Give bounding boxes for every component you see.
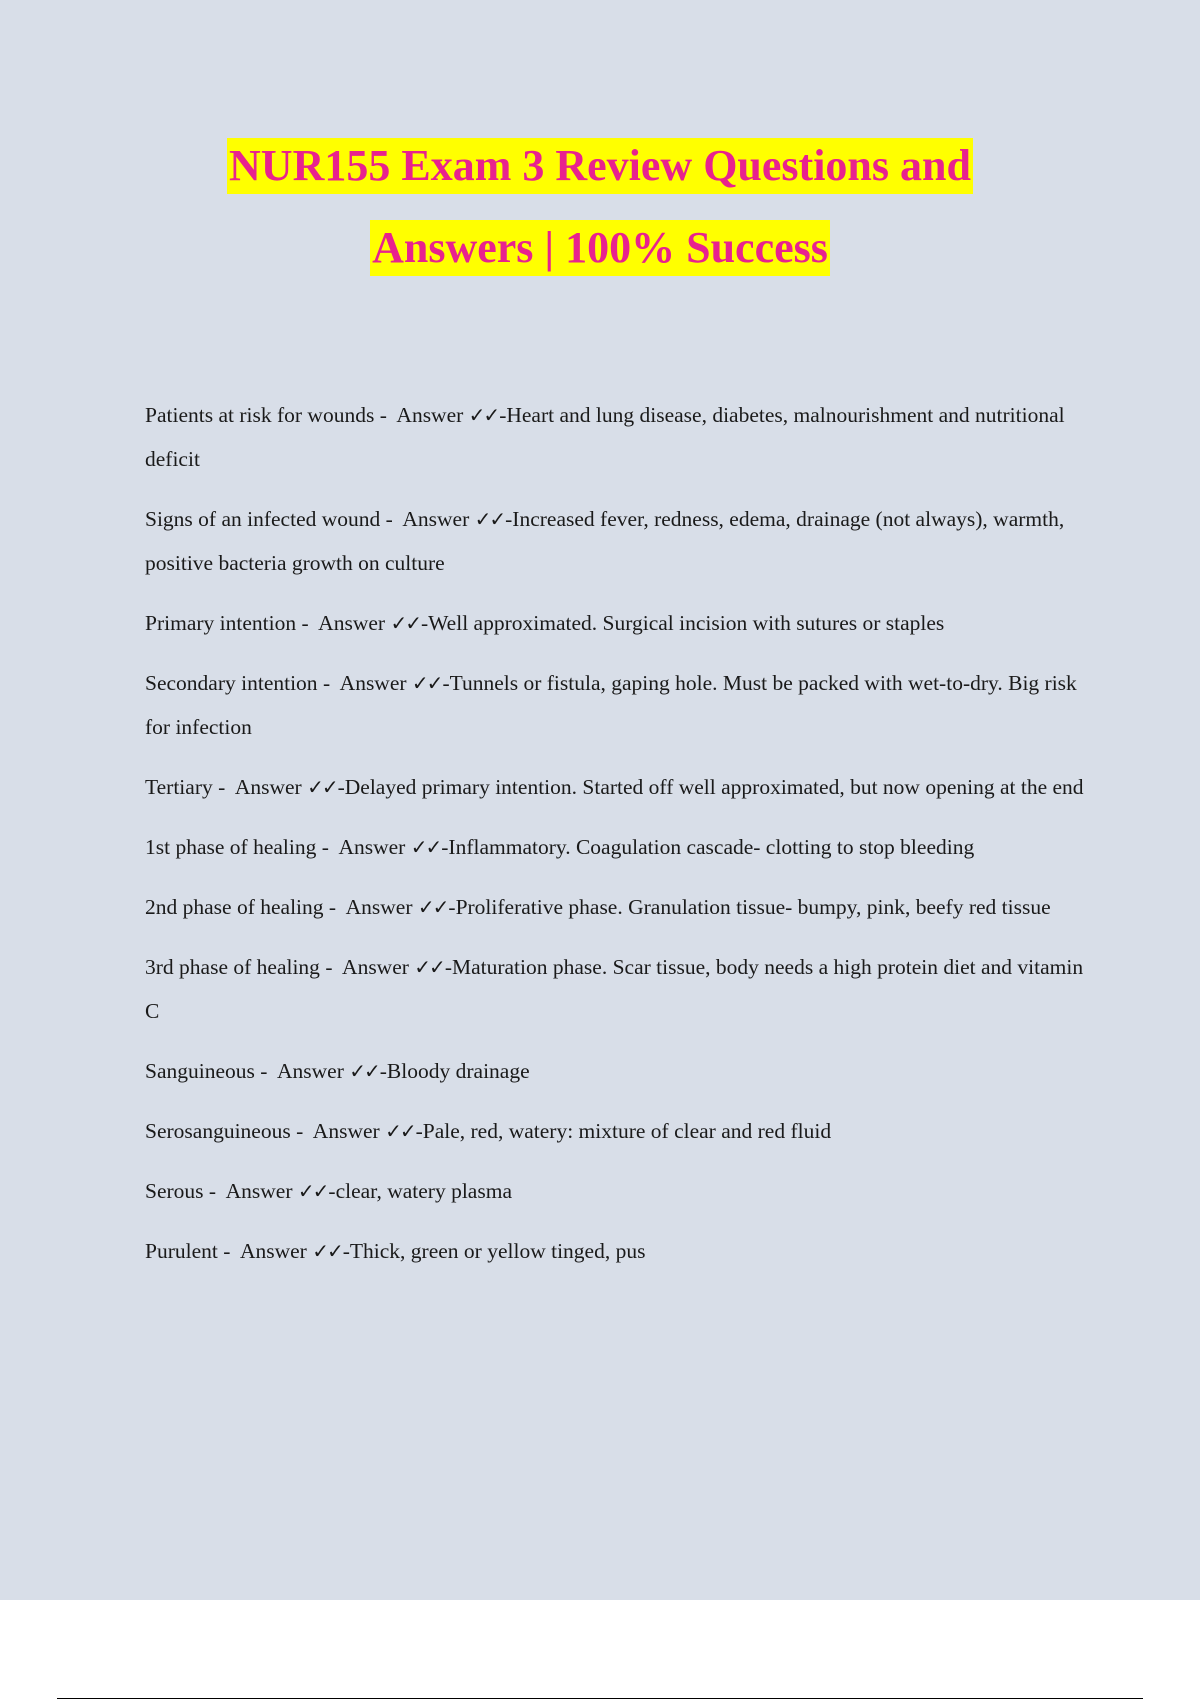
answer-prefix: - Answer: [374, 403, 469, 427]
check-mark-icon: ✓✓: [468, 403, 499, 427]
question-text: Secondary intention: [145, 671, 318, 695]
qa-item: [145, 497, 1090, 585]
qa-list: [145, 393, 1090, 1289]
check-mark-icon: ✓✓: [297, 1179, 328, 1203]
qa-item: [145, 765, 1090, 809]
qa-item: [145, 1169, 1090, 1213]
check-mark-icon: ✓✓: [414, 955, 444, 979]
qa-item: [145, 661, 1090, 749]
answer-prefix: - Answer: [217, 1239, 313, 1263]
answer-text: -Maturation phase. Scar tissue, body needs a high protein diet and vitamin C: [145, 955, 1084, 1023]
title-line-1: NUR155 Exam 3 Review Questions and: [227, 138, 973, 194]
question-text: Serous: [145, 1179, 204, 1203]
check-mark-icon: ✓✓: [385, 1119, 415, 1143]
answer-prefix: - Answer: [212, 775, 308, 799]
qa-item: [145, 825, 1090, 869]
check-mark-icon: ✓✓: [307, 775, 337, 799]
qa-item: [145, 393, 1090, 481]
answer-prefix: - Answer: [380, 507, 475, 531]
question-text: Purulent: [145, 1239, 218, 1263]
qa-item: [145, 1229, 1090, 1273]
check-mark-icon: ✓✓: [417, 895, 448, 919]
title-line-2: Answers | 100% Success: [370, 220, 830, 276]
question-text: Patients at risk for wounds: [145, 403, 375, 427]
check-mark-icon: ✓✓: [411, 671, 442, 695]
question-text: Primary intention: [145, 611, 297, 635]
qa-item: [145, 885, 1090, 929]
question-text: 2nd phase of healing: [145, 895, 324, 919]
question-text: 1st phase of healing: [145, 835, 317, 859]
check-mark-icon: ✓✓: [410, 835, 441, 859]
question-text: Signs of an infected wound: [145, 507, 381, 531]
footer-divider: [57, 1698, 1143, 1699]
answer-prefix: - Answer: [316, 835, 411, 859]
answer-prefix: - Answer: [317, 671, 412, 695]
answer-text: -Well approximated. Surgical incision with sutures or staples: [420, 611, 945, 635]
answer-text: -clear, watery plasma: [328, 1179, 512, 1203]
answer-text: -Heart and lung disease, diabetes, malnourishment and nutritional deficit: [145, 403, 1065, 471]
answer-text: -Delayed primary intention. Started off well approximated, but now opening at the end: [337, 775, 1084, 799]
qa-item: [145, 601, 1090, 645]
answer-prefix: - Answer: [323, 895, 418, 919]
answer-prefix: - Answer: [203, 1179, 298, 1203]
answer-text: -Tunnels or fistula, gaping hole. Must be packed with wet-to-dry. Big risk for infection: [145, 671, 1077, 739]
qa-item: [145, 1049, 1090, 1093]
document-title: [0, 138, 1200, 276]
check-mark-icon: ✓✓: [349, 1059, 379, 1083]
answer-text: -Inflammatory. Coagulation cascade- clotting to stop bleeding: [441, 835, 975, 859]
check-mark-icon: ✓✓: [474, 507, 505, 531]
question-text: 3rd phase of healing: [145, 955, 320, 979]
answer-text: -Bloody drainage: [379, 1059, 530, 1083]
question-text: Serosanguineous: [145, 1119, 291, 1143]
answer-text: -Pale, red, watery: mixture of clear and red fluid: [415, 1119, 832, 1143]
answer-text: -Increased fever, redness, edema, drainage (not always), warmth, positive bacteria growth on culture: [145, 507, 1065, 575]
question-text: Tertiary: [145, 775, 213, 799]
question-text: Sanguineous: [145, 1059, 255, 1083]
answer-prefix: - Answer: [319, 955, 415, 979]
answer-text: -Proliferative phase. Granulation tissue- bumpy, pink, beefy red tissue: [448, 895, 1051, 919]
check-mark-icon: ✓✓: [312, 1239, 342, 1263]
answer-prefix: - Answer: [296, 611, 391, 635]
answer-prefix: - Answer: [254, 1059, 350, 1083]
answer-prefix: - Answer: [290, 1119, 386, 1143]
qa-item: [145, 1109, 1090, 1153]
check-mark-icon: ✓✓: [390, 611, 420, 635]
qa-item: [145, 945, 1090, 1033]
answer-text: -Thick, green or yellow tinged, pus: [342, 1239, 646, 1263]
